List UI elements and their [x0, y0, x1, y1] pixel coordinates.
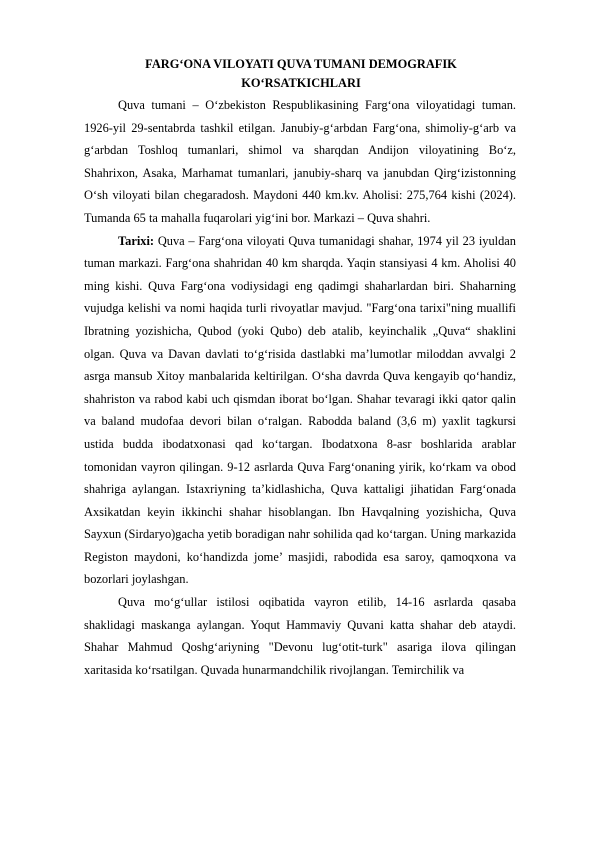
paragraph-history-text: Quva – Farg‘ona viloyati Quva tumanidagi shahar, 1974 yil 23 iyuldan tuman markazi. Farg‘ona shahridan 40 km sharqda. Yaqin stansiyasi 4 km. Aholisi 40 ming kishi. Quva Farg‘ona vodiysidagi eng qadimgi shaharlardan biri. Shaharning vujudga kelishi va nomi haqida turli rivoyatlar mavjud. "Farg‘ona tarixi"ning muallifi Ibratning yozishicha, Qubod (yoki Qubo) deb atalib, keyinchalik „Quva“ shaklini olgan. Quva va Davan davlati to‘g‘risida dastlabki ma’lumotlar miloddan avvalgi 2 asrga mansub Xitoy manbalarida keltirilgan. O‘sha davrda Quva kengayib qo‘handiz, shahriston va rabod kabi uch qismdan iborat bo‘lgan. Shahar tevaragi ikki qator qalin va baland mudofaa devori bilan o‘ralgan. Rabodda baland (3,6 m) yaxlit tagkursi ustida budda ibodatxonasi qad ko‘targan. Ibodatxona 8-asr boshlarida arablar tomonidan vayron qilingan. 9-12 asrlarda Quva Farg‘onaning yirik, ko‘rkam va obod shahriga aylangan. Istaxriyning ta’kidlashicha, Quva kattaligi jihatidan Farg‘onada Axsikatdan keyin ikkinchi shahar hisoblangan. Ibn Havqalning yozishicha, Quva Sayxun (Sirdaryo)gacha yetib boradigan nahr sohilida qad ko‘targan. Uning markazida Registon maydoni, ko‘handizda jome’ masjidi, rabodida esa saroy, qamoqxona va bozorlari joylashgan. [84, 233, 516, 587]
paragraph-mongol-period [84, 591, 516, 681]
paragraph-history [84, 230, 516, 592]
document-title [84, 55, 518, 93]
paragraph-intro [84, 94, 516, 230]
paragraph-mongol-period-text: Quva mo‘g‘ullar istilosi oqibatida vayron etilib, 14-16 asrlarda qasaba shaklidagi maskanga aylangan. Yoqut Hammaviy Quvani katta shahar deb ataydi. Shahar Mahmud Qoshg‘ariyning "Devonu lug‘otit-turk" asariga ilova qilingan xaritasida ko‘rsatilgan. Quvada hunarmandchilik rivojlangan. Temirchilik va [84, 595, 516, 677]
paragraph-intro-text: Quva tumani – O‘zbekiston Respublikasining Farg‘ona viloyatidagi tuman. 1926-yil 29-sentabrda tashkil etilgan. Janubiy-g‘arbdan Farg‘ona, shimoliy-g‘arb va g‘arbdan Toshloq tumanlari, shimol va sharqdan Andijon viloyatining Bo‘z, Shahrixon, Asaka, Marhamat tumanlari, janubiy-sharq va janubdan Qirg‘izistonning O‘sh viloyati bilan chegaradosh. Maydoni 440 km.kv. Aholisi: 275,764 kishi (2024). Tumanda 65 ta mahalla fuqarolari yig‘ini bor. Markazi – Quva shahri. [84, 98, 516, 225]
title-line-2: KO‘RSATKICHLARI [241, 76, 361, 90]
document-body [84, 94, 516, 681]
title-line-1: FARG‘ONA VILOYATI QUVA TUMANI DEMOGRAFIK [145, 57, 457, 71]
paragraph-history-heading: Tarixi: [118, 233, 155, 248]
